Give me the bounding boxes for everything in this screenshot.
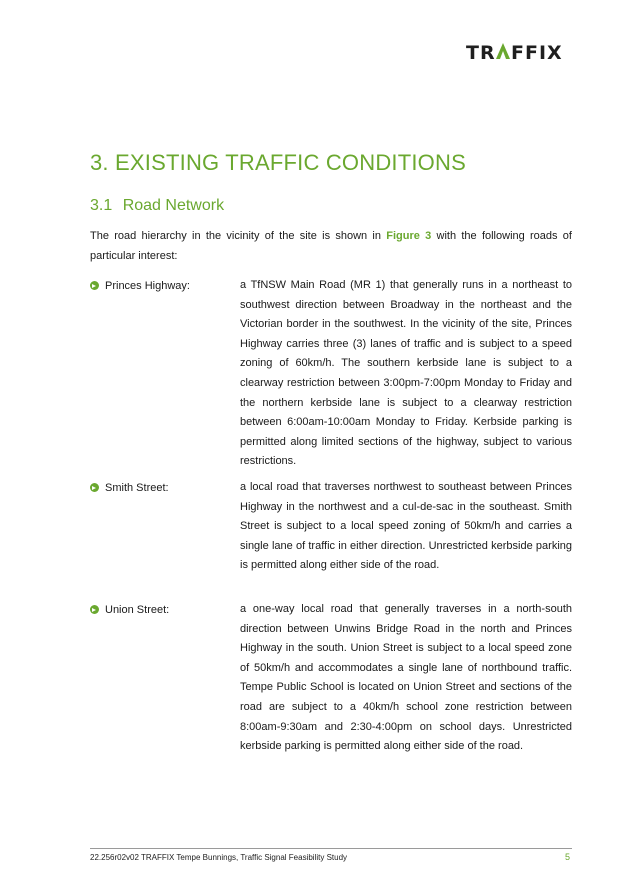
intro-text-after: with the following roads of particular interest: — [90, 230, 572, 262]
road-label — [90, 478, 235, 498]
road-label-text: Union Street: — [105, 604, 170, 616]
road-label-text: Smith Street: — [105, 482, 169, 494]
figure-3-link[interactable]: Figure 3 — [386, 230, 432, 242]
subsection-number: 3.1 — [90, 197, 113, 214]
road-label — [90, 600, 235, 620]
bullet-arrow-icon — [90, 483, 99, 492]
footer-page-number: 5 — [564, 852, 570, 862]
svg-text:TR: TR — [466, 42, 496, 62]
road-description: a one-way local road that generally traverses in a north-south direction between Unwins Bridge Road in the north and Princes Highway in the south. Union Street is subject to a local speed zone of 50km/h and accommodates a single lane of northbound traffic. Tempe Public School is located on Union Street and sections of the road are subject to a 40km/h school zone restriction between 8:00am-9:30am and 2:30-4:00pm on school days. Unrestricted kerbside parking is permitted along either side of the road. — [240, 603, 572, 753]
traffix-logo — [466, 40, 576, 62]
subsection-title: Road Network — [122, 197, 225, 214]
bullet-arrow-icon — [90, 281, 99, 290]
road-label — [90, 276, 235, 296]
footer-document-reference: 22.256r02v02 TRAFFIX Tempe Bunnings, Traffic Signal Feasibility Study — [90, 853, 348, 862]
intro-paragraph — [90, 226, 572, 266]
bullet-arrow-icon — [90, 605, 99, 614]
road-label-text: Princes Highway: — [105, 280, 190, 292]
footer-divider — [90, 848, 572, 849]
road-description: a local road that traverses northwest to southeast between Princes Highway in the northwest and a cul-de-sac in the southeast. Smith Street is subject to a local speed zoning of 50km/h and carries a single lane of traffic in either direction. Unrestricted kerbside parking is permitted along either side of the road. — [240, 481, 572, 572]
section-heading: 3. EXISTING TRAFFIC CONDITIONS — [90, 150, 466, 175]
subsection-heading — [90, 197, 224, 215]
road-description: a TfNSW Main Road (MR 1) that generally runs in a northeast to southwest direction between Broadway in the northeast and the Victorian border in the southwest. In the vicinity of the site, Princes Highway carries three (3) lanes of traffic and is subject to a speed zoning of 60km/h. The southern kerbside lane is subject to a clearway restriction between 3:00pm-7:00pm Monday to Friday and the northern kerbside lane is subject to a clearway restriction between 6:00am-10:00am Monday to Friday. Kerbside parking is permitted along limited sections of the highway, subject to various restrictions. — [240, 279, 572, 468]
svg-text:FFIX: FFIX — [511, 42, 563, 62]
intro-text-before: The road hierarchy in the vicinity of the site is shown in — [90, 230, 387, 242]
